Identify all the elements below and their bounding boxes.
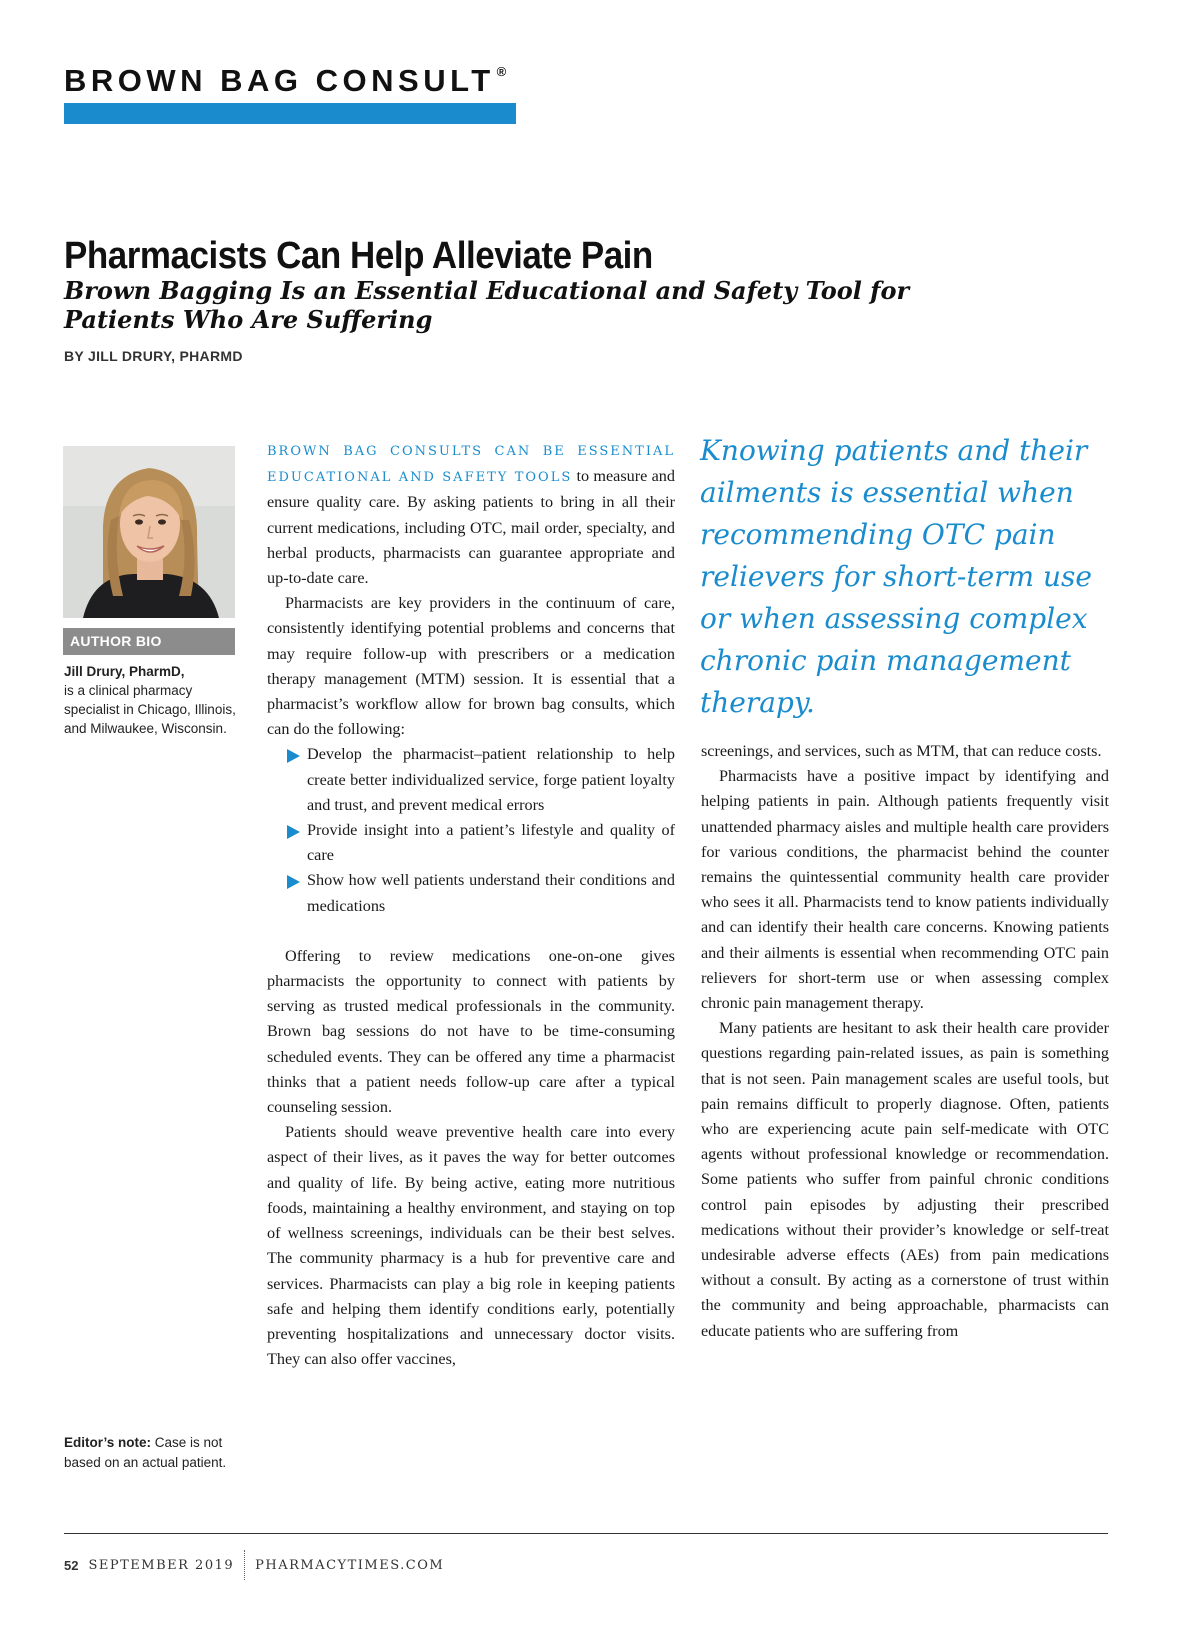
issue-date: SEPTEMBER 2019 [88,1557,235,1573]
author-bio-name: Jill Drury, PharmD, [64,664,185,679]
benefit-list [287,742,675,918]
column1-paragraph-4: Patients should weave preventive health care into every aspect of their lives, as it paves the way for better outcomes and quality of life. By being active, eating more nutritious foods, maintaining a healthy environment, and staying on top of wellness screenings, individuals can be their best selves. The community pharmacy is a hub for preventive care and services. Pharmacists can play a big role in keeping patients safe and helping them identify conditions early, potentially preventing hospitalizations and unnecessary doctor visits. They can also offer vaccines, [267,1123,675,1369]
page-footer [64,1553,444,1577]
column1-paragraph-1-text: to measure and ensure quality care. By asking patients to bring in all their current medications, including OTC, mail order, specialty, and herbal products, pharmacists can guarantee appropriate and up-to-date care. [267,467,675,588]
article-column-2 [701,739,1109,1344]
list-item-text: Develop the pharmacist–patient relationship to help create better individualized service, forge patient loyalty and trust, and prevent medical errors [307,745,675,814]
footer-rule [64,1533,1108,1534]
article-subheadline: Brown Bagging Is an Essential Educational and Safety Tool for Patients Who Are Suffering [64,276,910,334]
section-accent-bar [64,103,516,124]
column2-paragraph-2: Pharmacists have a positive impact by identifying and helping patients in pain. Although patients frequently visit unattended pharmacy aisles and multiple health care providers for various conditions, the pharmacist behind the counter remains the quintessential community health care provider who sees it all. Pharmacists tend to know patients individually and can identify their health care concerns. Knowing patients and their ailments is essential when recommending OTC pain relievers for short-term use or when assessing complex chronic pain management therapy. [701,767,1109,1013]
paragraph-spacer [267,919,675,944]
triangle-bullet-icon [287,875,300,889]
editor-note-text: Case is not based on an actual patient. [64,1435,227,1470]
author-bio-label: AUTHOR BIO [63,628,235,655]
editor-note-label: Editor’s note: [64,1435,151,1450]
triangle-bullet-icon [287,749,300,763]
list-item [287,868,675,918]
article-headline: Pharmacists Can Help Alleviate Pain [64,235,653,277]
footer-divider [244,1550,245,1580]
author-bio-text: is a clinical pharmacy specialist in Chicago, Illinois, and Milwaukee, Wisconsin. [64,683,236,736]
list-item-text: Provide insight into a patient’s lifestyle and quality of care [307,821,675,865]
list-item-text: Show how well patients understand their conditions and medications [307,871,675,915]
column2-paragraph-3: Many patients are hesitant to ask their health care provider questions regarding pain-related issues, as pain is something that is not seen. Pain management scales are useful tools, but pain remains difficult to properly diagnose. Often, patients who are experiencing acute pain self-medicate with OTC agents without professional knowledge or recommendation. Some patients who suffer from painful chronic conditions control pain episodes by adjusting their prescribed medications without their provider’s knowledge or self-treat undesirable adverse effects (AEs) from pain medications without a consult. By acting as a cornerstone of trust within the community and being approachable, pharmacists can educate patients who are suffering from [701,1019,1109,1340]
section-title [64,54,516,99]
author-photo [63,446,235,618]
pull-quote: Knowing patients and their ailments is essential when recommending OTC pain relievers for short-term use or when assessing complex chronic pain management therapy. [700,434,1092,719]
triangle-bullet-icon [287,825,300,839]
page-number: 52 [64,1557,79,1573]
site-name: PHARMACYTIMES.COM [255,1557,445,1573]
author-portrait-illustration [63,446,235,618]
section-title-text: BROWN BAG CONSULT [64,63,495,98]
list-item [287,818,675,868]
article-byline: BY JILL DRURY, PHARMD [64,348,243,364]
column1-paragraph-3: Offering to review medications one-on-one gives pharmacists the opportunity to connect with patients by serving as trusted medical professionals in the community. Brown bag sessions do not have to be time-consuming scheduled events. They can be offered any time a pharmacist thinks that a patient needs follow-up care after a typical counseling session. [267,946,675,1117]
list-item [287,742,675,818]
column2-paragraph-1: screenings, and services, such as MTM, that can reduce costs. [701,742,1102,760]
registered-mark: ® [496,64,507,79]
lead-in-small-caps: BROWN BAG CONSULTS CAN BE ESSENTIAL EDUCATIONAL AND SAFETY TOOLS [267,444,675,486]
column1-paragraph-2: Pharmacists are key providers in the continuum of care, consistently identifying potential problems and concerns that may require follow-up with prescribers or a medication therapy management (MTM) session. It is essential that a pharmacist’s workflow allow for brown bag consults, which can do the following: [267,594,675,739]
column1-paragraph-1 [267,438,675,591]
section-header [64,54,516,124]
article-column-1 [267,438,675,1372]
editor-note [64,1433,244,1473]
author-bio [64,662,239,738]
